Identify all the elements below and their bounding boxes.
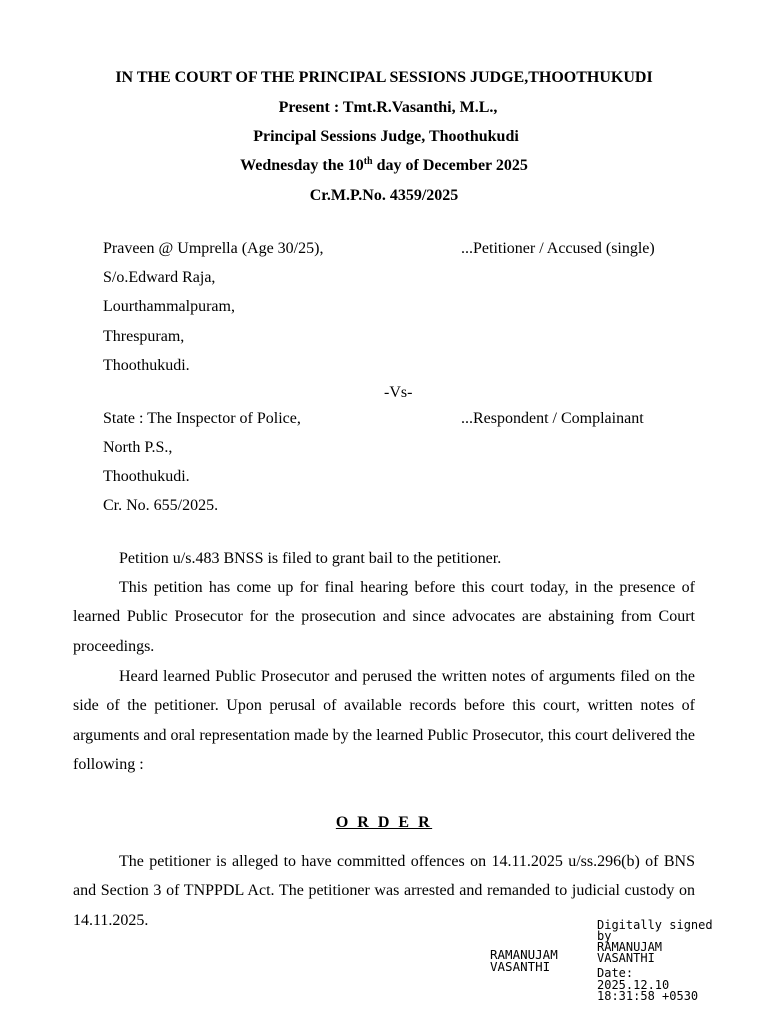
signature-name-line-1: RAMANUJAM (490, 947, 558, 962)
petitioner-line-4: Threspuram, (103, 328, 185, 345)
case-number: Cr.M.P.No. 4359/2025 (309, 187, 459, 204)
order-title: O R D E R (335, 814, 433, 831)
petitioner-line-3: Lourthammalpuram, (103, 298, 235, 315)
order-heading (0, 814, 768, 832)
signature-detail-2: by (597, 929, 612, 943)
present-line: Present : Tmt.R.Vasanthi, M.L., (278, 99, 498, 116)
petitioner-line-1: Praveen @ Umprella (Age 30/25), (103, 240, 324, 257)
respondent-line-3: Thoothukudi. (103, 468, 190, 485)
date-suffix: day of December 2025 (372, 157, 528, 174)
petitioner-line-2: S/o.Edward Raja, (103, 269, 216, 286)
signature-detail-1: Digitally signed (597, 918, 713, 932)
paragraph-petition: Petition u/s.483 BNSS is filed to grant bail to the petitioner. (119, 550, 502, 567)
hearing-date (0, 157, 768, 175)
signature-detail-4: VASANTHI (597, 951, 655, 965)
paragraph-hearing: This petition has come up for final hearing before this court today, in the presence of learned Public Prosecutor for the prosecution and since advocates are abstaining from Court proceedings. (73, 579, 695, 655)
signature-detail-7: 18:31:58 +0530 (597, 989, 699, 1003)
judge-title: Principal Sessions Judge, Thoothukudi (253, 128, 519, 145)
court-heading: IN THE COURT OF THE PRINCIPAL SESSIONS JUDGE,THOOTHUKUDI (115, 69, 653, 86)
respondent-line-2: North P.S., (103, 439, 173, 456)
respondent-line-4: Cr. No. 655/2025. (103, 497, 219, 514)
paragraph-arguments: Heard learned Public Prosecutor and perused the written notes of arguments filed on the side of the petitioner. Upon perusal of available records before this court, written notes of arguments and oral representation made by the learned Public Prosecutor, this court delivered the following : (73, 668, 695, 774)
petitioner-line-5: Thoothukudi. (103, 357, 190, 374)
signature-detail-5: Date: (597, 966, 634, 980)
respondent-line-1: State : The Inspector of Police, (103, 410, 301, 427)
versus: -Vs- (384, 384, 413, 401)
signature-detail-3: RAMANUJAM (597, 940, 663, 954)
petitioner-role: ...Petitioner / Accused (single) (461, 240, 655, 257)
date-prefix: Wednesday the 10 (240, 157, 364, 174)
signature-name-line-2: VASANTHI (490, 959, 551, 974)
signature-detail-6: 2025.12.10 (597, 978, 670, 992)
paragraph-order: The petitioner is alleged to have committed offences on 14.11.2025 u/ss.296(b) of BNS and Section 3 of TNPPDL Act. The petitioner was arrested and remanded to judicial custody on 14.11.2025. (73, 853, 695, 929)
date-ordinal: th (363, 156, 373, 167)
respondent-role: ...Respondent / Complainant (461, 410, 644, 427)
